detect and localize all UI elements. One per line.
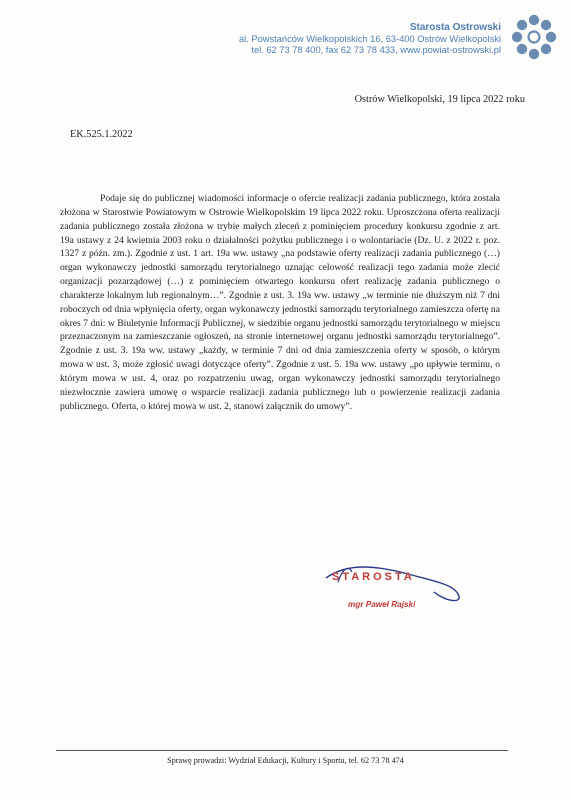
reference-number: EK.525.1.2022: [70, 129, 133, 140]
date-line: Ostrów Wielkopolski, 19 lipca 2022 roku: [354, 94, 525, 105]
organization-contact[interactable]: tel. 62 73 78 400, fax 62 73 78 433, www.powiat-ostrowski.pl: [251, 45, 501, 55]
dots-flower-logo-icon: [511, 14, 557, 60]
organization-address: al. Powstańców Wielkopolskich 16, 63-400 Ostrów Wielkopolski: [239, 33, 501, 44]
signature-scribble: [318, 560, 468, 620]
organization-name: Starosta Ostrowski: [409, 22, 501, 33]
footer-contact: Sprawę prowadzi: Wydział Edukacji, Kultury i Sportu, tel. 62 73 78 474: [167, 756, 404, 765]
stamp-name: mgr Paweł Rajski: [348, 600, 416, 609]
announcement-body: Podaje się do publicznej wiadomości informacje o ofercie realizacji zadania publicznego, która została złożona w Starostwie Powiatowym w Ostrowie Wielkopolskim 19 lipca 2022 roku. Uproszczona oferta realizacji zadania publicznego została złożona w trybie małych zleceń z pominięciem procedury konkursu zgodnie z art. 19a ustawy z 24 kwietnia 2003 roku o działalności pożytku publicznego i o wolontariacie (Dz. U. z 2022 r. poz. 1327 z późn. zm.). Zgodnie z ust. 1 art. 19a ww. ustawy „na podstawie oferty realizacji zadania publicznego (…) organ wykonawczy jednostki samorządu terytorialnego uznając celowość realizacji tego zadania może zlecić organizacji pozarządowej (…) z pominięciem otwartego konkursu ofert realizację zadania publicznego o charakterze lokalnym lub regionalnym…”. Zgodnie z ust. 3. 19a ww. ustawy „w terminie nie dłuższym niż 7 dni roboczych od dnia wpłynięcia oferty, organ wykonawczy jednostki samorządu terytorialnego zamieszcza ofertę na okres 7 dni: w Biuletynie Informacji Publicznej, w siedzibie organu jednostki samorządu terytorialnego w miejscu przeznaczonym na zamieszczanie ogłoszeń, na stronie internetowej organu jednostki samorządu terytorialnego”. Zgodnie z ust. 3. 19a ww. ustawy „każdy, w terminie 7 dni od dnia zamieszczenia oferty w sposób, o którym mowa w ust. 3, może zgłosić uwagi dotyczące oferty”. Zgodnie z ust. 5. 19a ww. ustawy „po upływie terminu, o którym mowa w ust. 4, oraz po rozpatrzeniu uwag, organ wykonawczy jednostki samorządu terytorialnego niezwłocznie zawiera umowę o wsparcie realizacji zadania publicznego lub o powierzenie realizacji zadania publicznego. Oferta, o której mowa w ust. 2, stanowi załącznik do umowy”.: [60, 193, 500, 412]
stamp-title: STAROSTA: [332, 571, 415, 583]
footer-divider: [56, 750, 508, 751]
letterhead: [239, 22, 501, 57]
